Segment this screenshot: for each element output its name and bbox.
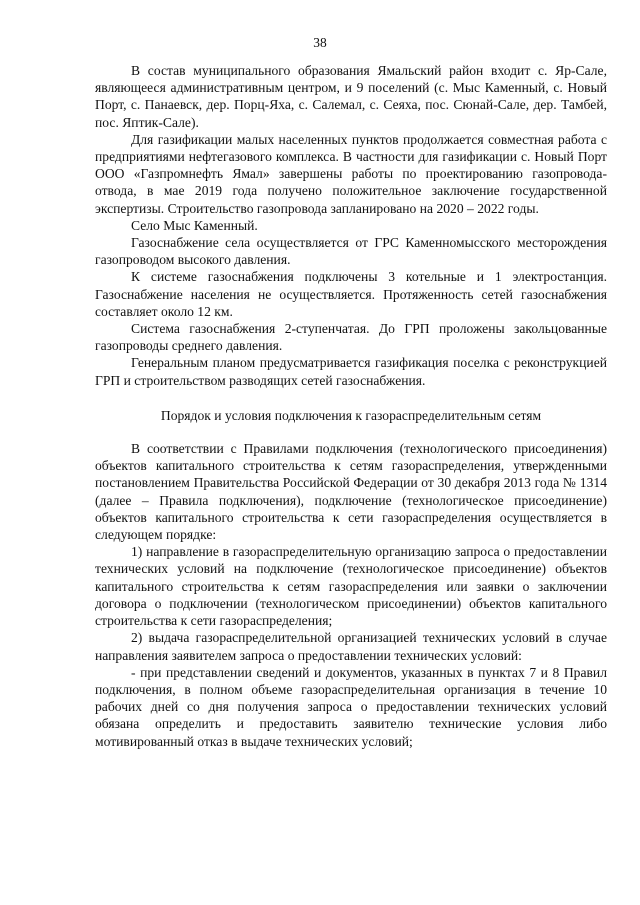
list-item-step-2-subitem: - при представлении сведений и документов, указанных в пунктах 7 и 8 Правил подключения, в полном объеме газораспределительная организация в течение 10 рабочих дней со дня получения запроса о предоставлении технических условий обязана определить и предоставить заявителю технические условия либо мотивированный отказ в выдаче технических условий; <box>95 664 607 749</box>
paragraph-gas-supply-source: Газоснабжение села осуществляется от ГРС Каменномысского месторождения газопроводом высокого давления. <box>95 235 607 268</box>
paragraph-connection-rules: В соответствии с Правилами подключения (технологического присоединения) объектов капитального строительства к сетям газораспределения, утвержденными постановлением Правительства Российской Федерации от 30 декабря 2013 года № 1314 (далее – Правила подключения), подключение (технологическое присоединение) объектов капитального строительства к сети газораспределения осуществляется в следующем порядке: <box>95 441 607 543</box>
paragraph-gasification-small-settlements: Для газификации малых населенных пунктов продолжается совместная работа с предприятиями нефтегазового комплекса. В частности для газификации с. Новый Порт ООО «Газпромнефть Ямал» завершены работы по проектированию газопровода-отвода, в мае 2019 года получено положительное заключение государственной экспертизы. Строительство газопровода запланировано на 2020 – 2022 годы. <box>95 131 607 216</box>
paragraph-connected-consumers: К системе газоснабжения подключены 3 котельные и 1 электростанция. Газоснабжение населения не осуществляется. Протяженность сетей газоснабжения составляет около 12 км. <box>95 269 607 319</box>
page-number: 38 <box>313 35 327 50</box>
document-body <box>95 62 607 750</box>
paragraph-mys-kamenny-heading: Село Мыс Каменный. <box>131 217 258 233</box>
section-heading: Порядок и условия подключения к газораспределительным сетям <box>160 407 542 423</box>
list-item-step-2: 2) выдача газораспределительной организацией технических условий в случае направления заявителем запроса о предоставлении технических условий: <box>95 630 607 663</box>
paragraph-general-plan: Генеральным планом предусматривается газификация поселка с реконструкцией ГРП и строительством разводящих сетей газоснабжения. <box>95 355 607 388</box>
paragraph-gas-system-stages: Система газоснабжения 2-ступенчатая. До ГРП проложены закольцованные газопроводы среднего давления. <box>95 321 607 354</box>
list-item-step-1: 1) направление в газораспределительную организацию запроса о предоставлении технических условий на подключение (технологическое присоединение) объектов капитального строительства к сетям газораспределения или заявки о заключении договора о подключении (технологическом присоединении) объектов капитального строительства к сети газораспределения; <box>95 544 607 629</box>
paragraph-municipality-composition: В состав муниципального образования Ямальский район входит с. Яр-Сале, являющееся административным центром, и 9 поселений (с. Мыс Каменный, с. Новый Порт, с. Панаевск, дер. Порц-Яха, с. Салемал, с. Сеяха, пос. Сюнай-Сале, дер. Тамбей, пос. Яптик-Сале). <box>95 63 607 130</box>
